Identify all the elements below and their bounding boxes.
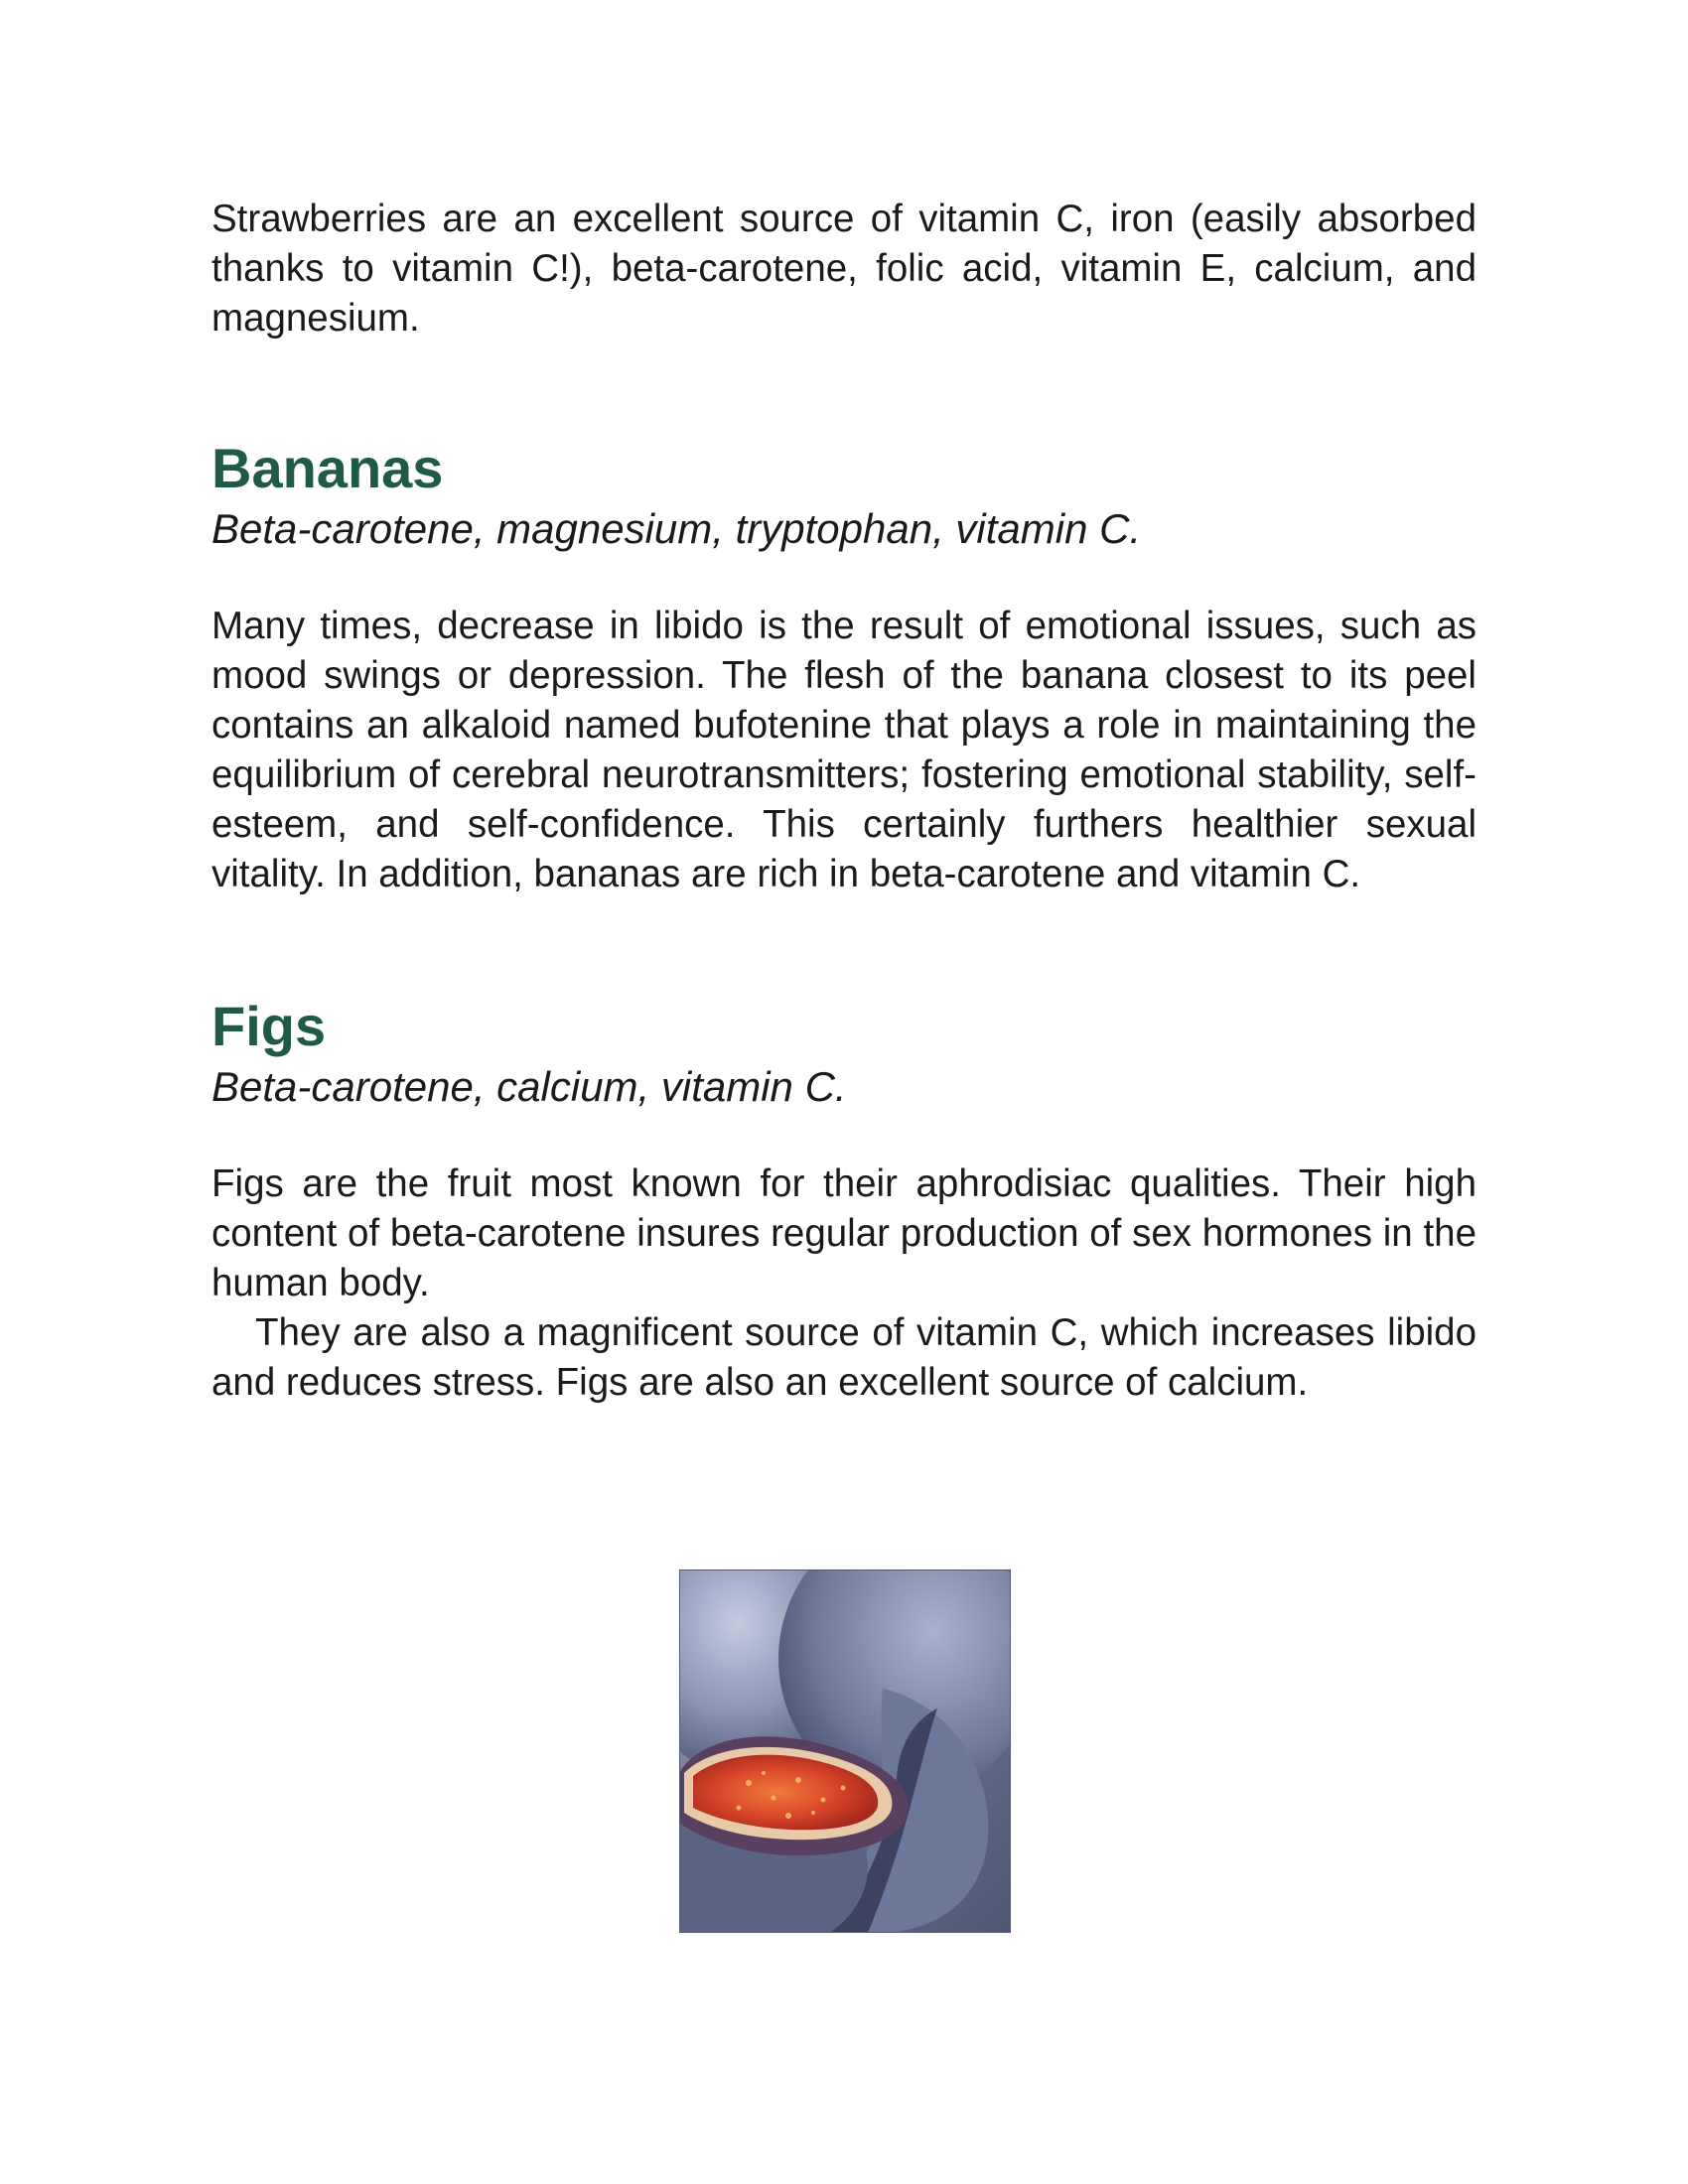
section-heading-bananas: Bananas [211,437,444,499]
figs-paragraph-2: They are also a magnificent source of vitamin C, which increases libido and reduces stress. Figs are also an excellent source of calcium. [211,1311,1477,1404]
spacer [211,556,1477,602]
document-page [211,195,1477,1408]
figs-paragraph-1: Figs are the fruit most known for their aphrodisiac qualities. Their high content of beta-carotene insures regular production of sex hormones in the human body. [211,1162,1477,1304]
figs-photo [679,1570,1011,1933]
nutrients-figs: Beta-carotene, calcium, vitamin C. [211,1063,847,1110]
section-bananas [211,435,1477,899]
figs-photo-icon [679,1570,1011,1933]
section-figs [211,993,1477,1408]
spacer [211,899,1477,993]
bananas-paragraph: Many times, decrease in libido is the result of emotional issues, such as mood swings or depression. The flesh of the banana closest to its peel contains an alkaloid named bufotenine that plays a role in maintaining the equilibrium of cerebral neurotransmitters; fostering emotional stability, self-esteem, and self-confidence. This certainly furthers healthier sexual vitality. In addition, bananas are rich in beta-carotene and vitamin C. [211,605,1477,895]
section-heading-figs: Figs [211,995,327,1057]
nutrients-bananas: Beta-carotene, magnesium, tryptophan, vitamin C. [211,505,1142,552]
spacer [211,1114,1477,1160]
spacer [211,343,1477,435]
intro-paragraph: Strawberries are an excellent source of vitamin C, iron (easily absorbed thanks to vitamin C!), beta-carotene, folic acid, vitamin E, calcium, and magnesium. [211,198,1477,340]
